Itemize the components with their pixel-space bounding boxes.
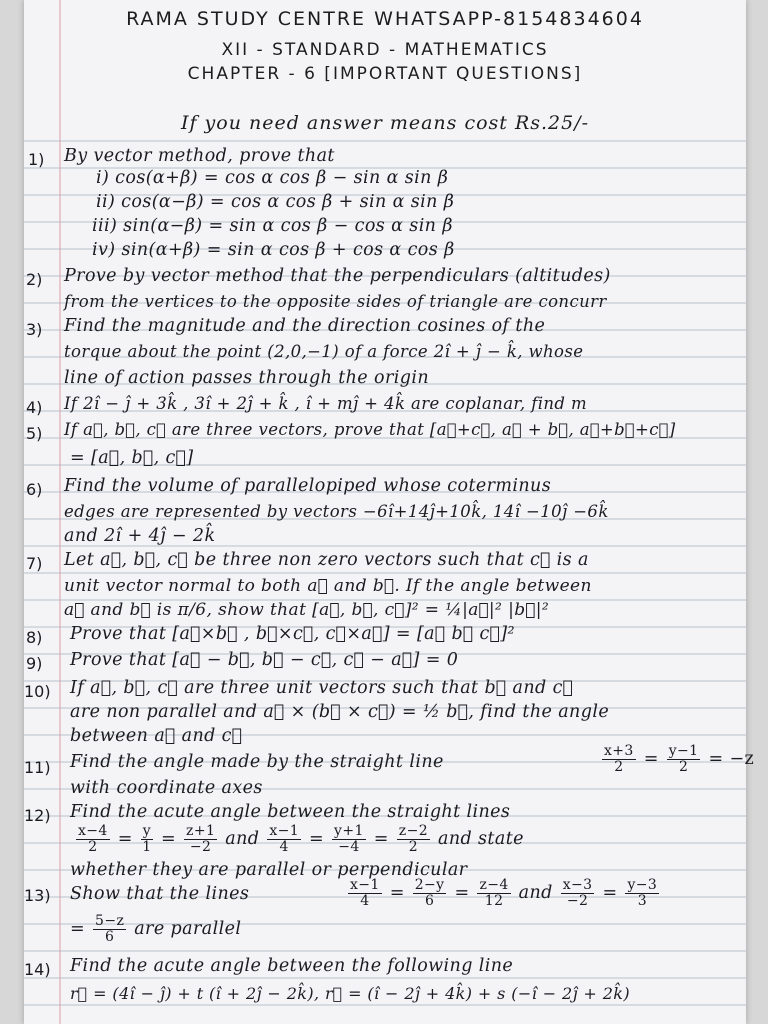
question-number: 2) (26, 270, 43, 289)
question-text: are non parallel and a⃗ × (b⃗ × c⃗) = ½ b⃗, find the angle (70, 702, 610, 722)
header-line-2: XII - STANDARD - MATHEMATICS (221, 40, 549, 60)
question-text: Find the angle made by the straight line (70, 752, 444, 772)
question-number: 7) (26, 554, 43, 573)
question-number: 3) (26, 320, 43, 339)
line-equations: $\frac{x-1}{4}$ = $\frac{2-y}{6}$ = $\frac{z-4}{12}$ and $\frac{x-3}{-2}$ = $\frac{y-3}{3}$ (350, 877, 658, 909)
fraction: $\frac{x-4}{2}$ (78, 823, 108, 855)
question-text: a⃗ and b⃗ is π/6, show that [a⃗, b⃗, c⃗]² = ¼|a⃗|² |b⃗|² (64, 600, 550, 620)
question-text: and 2î + 4ĵ − 2k̂ (64, 526, 216, 546)
fraction: $\frac{x+3}{2}$ (604, 743, 634, 775)
question-number: 5) (26, 424, 43, 443)
question-number: 10) (24, 682, 51, 701)
question-text: iii) sin(α−β) = sin α cos β − cos α sin β (92, 216, 453, 236)
question-text: By vector method, prove that (64, 146, 335, 166)
fraction: $\frac{2-y}{6}$ (414, 877, 445, 909)
fraction: $\frac{y+1}{-4}$ (334, 823, 364, 855)
question-text: If 2î − ĵ + 3k̂ , 3î + 2ĵ + k̂ , î + mĵ + 4k̂ are coplanar, find m (64, 394, 588, 413)
question-text: If a⃗, b⃗, c⃗ are three vectors, prove that [a⃗+c⃗, a⃗ + b⃗, a⃗+b⃗+c⃗] (64, 420, 676, 439)
question-text: Find the magnitude and the direction cosines of the (64, 316, 546, 336)
question-text: If a⃗, b⃗, c⃗ are three unit vectors such that b⃗ and c⃗ (70, 678, 574, 698)
header-line-3: CHAPTER - 6 [IMPORTANT QUESTIONS] (187, 64, 583, 84)
question-number: 1) (28, 150, 45, 169)
question-number: 14) (24, 960, 51, 979)
question-number: 11) (24, 758, 51, 777)
question-text: r⃗ = (4î − ĵ) + t (î + 2ĵ − 2k̂), r⃗ = (î − 2ĵ + 4k̂) + s (−î − 2ĵ + 2k̂) (70, 984, 631, 1003)
question-text: Show that the lines (70, 884, 250, 904)
question-text: between a⃗ and c⃗ (70, 726, 243, 746)
question-text: Find the volume of parallelopiped whose coterminus (64, 476, 552, 496)
line-equation: $\frac{x+3}{2}$ = $\frac{y-1}{2}$ = −z (604, 743, 755, 775)
fraction: $\frac{x-3}{-2}$ (562, 877, 593, 909)
header-line-1: RAMA STUDY CENTRE WHATSAPP-8154834604 (126, 8, 644, 30)
fraction: $\frac{z-2}{2}$ (398, 823, 429, 855)
fraction: $\frac{x-1}{4}$ (269, 823, 300, 855)
question-text: Find the acute angle between the following line (70, 956, 514, 976)
question-text: Prove that [a⃗ − b⃗, b⃗ − c⃗, c⃗ − a⃗] = 0 (70, 650, 459, 670)
question-text: whether they are parallel or perpendicular (70, 860, 468, 880)
fraction: $\frac{y-1}{2}$ (668, 743, 699, 775)
question-text: Prove that [a⃗×b⃗ , b⃗×c⃗, c⃗×a⃗] = [a⃗ b⃗ c⃗]² (70, 624, 515, 644)
fraction: $\frac{y}{1}$ (142, 823, 152, 855)
question-text: ii) cos(α−β) = cos α cos β + sin α sin β (96, 192, 455, 212)
question-number: 12) (24, 806, 51, 825)
question-text: Prove by vector method that the perpendiculars (altitudes) (64, 266, 611, 286)
question-number: 13) (24, 886, 51, 905)
question-number: 6) (26, 480, 43, 499)
question-number: 4) (26, 398, 43, 417)
fraction: $\frac{z-4}{12}$ (479, 877, 509, 909)
fraction: $\frac{x-1}{4}$ (350, 877, 380, 909)
question-text: Let a⃗, b⃗, c⃗ be three non zero vectors such that c⃗ is a (64, 550, 589, 570)
fraction: $\frac{5-z}{6}$ (95, 913, 125, 945)
cost-note: If you need answer means cost Rs.25/- (180, 112, 590, 134)
fraction: $\frac{y-3}{3}$ (627, 877, 658, 909)
question-text: Find the acute angle between the straight lines (70, 802, 511, 822)
question-number: 9) (26, 654, 43, 673)
question-text: = [a⃗, b⃗, c⃗] (70, 448, 194, 468)
line-equation-continued: = $\frac{5-z}{6}$ are parallel (70, 913, 242, 945)
question-number: 8) (26, 628, 43, 647)
question-text: unit vector normal to both a⃗ and b⃗. If the angle between (64, 576, 592, 596)
notebook-page (24, 0, 755, 1024)
question-text: from the vertices to the opposite sides of triangle are concurr (64, 292, 607, 311)
question-text: iv) sin(α+β) = sin α cos β + cos α cos β (92, 240, 455, 260)
question-text: line of action passes through the origin (64, 368, 429, 388)
question-text: with coordinate axes (70, 778, 263, 798)
question-text: edges are represented by vectors −6î+14ĵ+10k̂, 14î −10ĵ −6k̂ (64, 502, 609, 521)
line-equations: $\frac{x-4}{2}$ = $\frac{y}{1}$ = $\frac{z+1}{-2}$ and $\frac{x-1}{4}$ = $\frac{y+1}{-4}$ = $\frac{z-2}{2}$ and state (78, 823, 524, 855)
fraction: $\frac{z+1}{-2}$ (186, 823, 216, 855)
question-text: torque about the point (2,0,−1) of a force 2î + ĵ − k̂, whose (64, 342, 584, 361)
question-text: i) cos(α+β) = cos α cos β − sin α sin β (96, 168, 449, 188)
